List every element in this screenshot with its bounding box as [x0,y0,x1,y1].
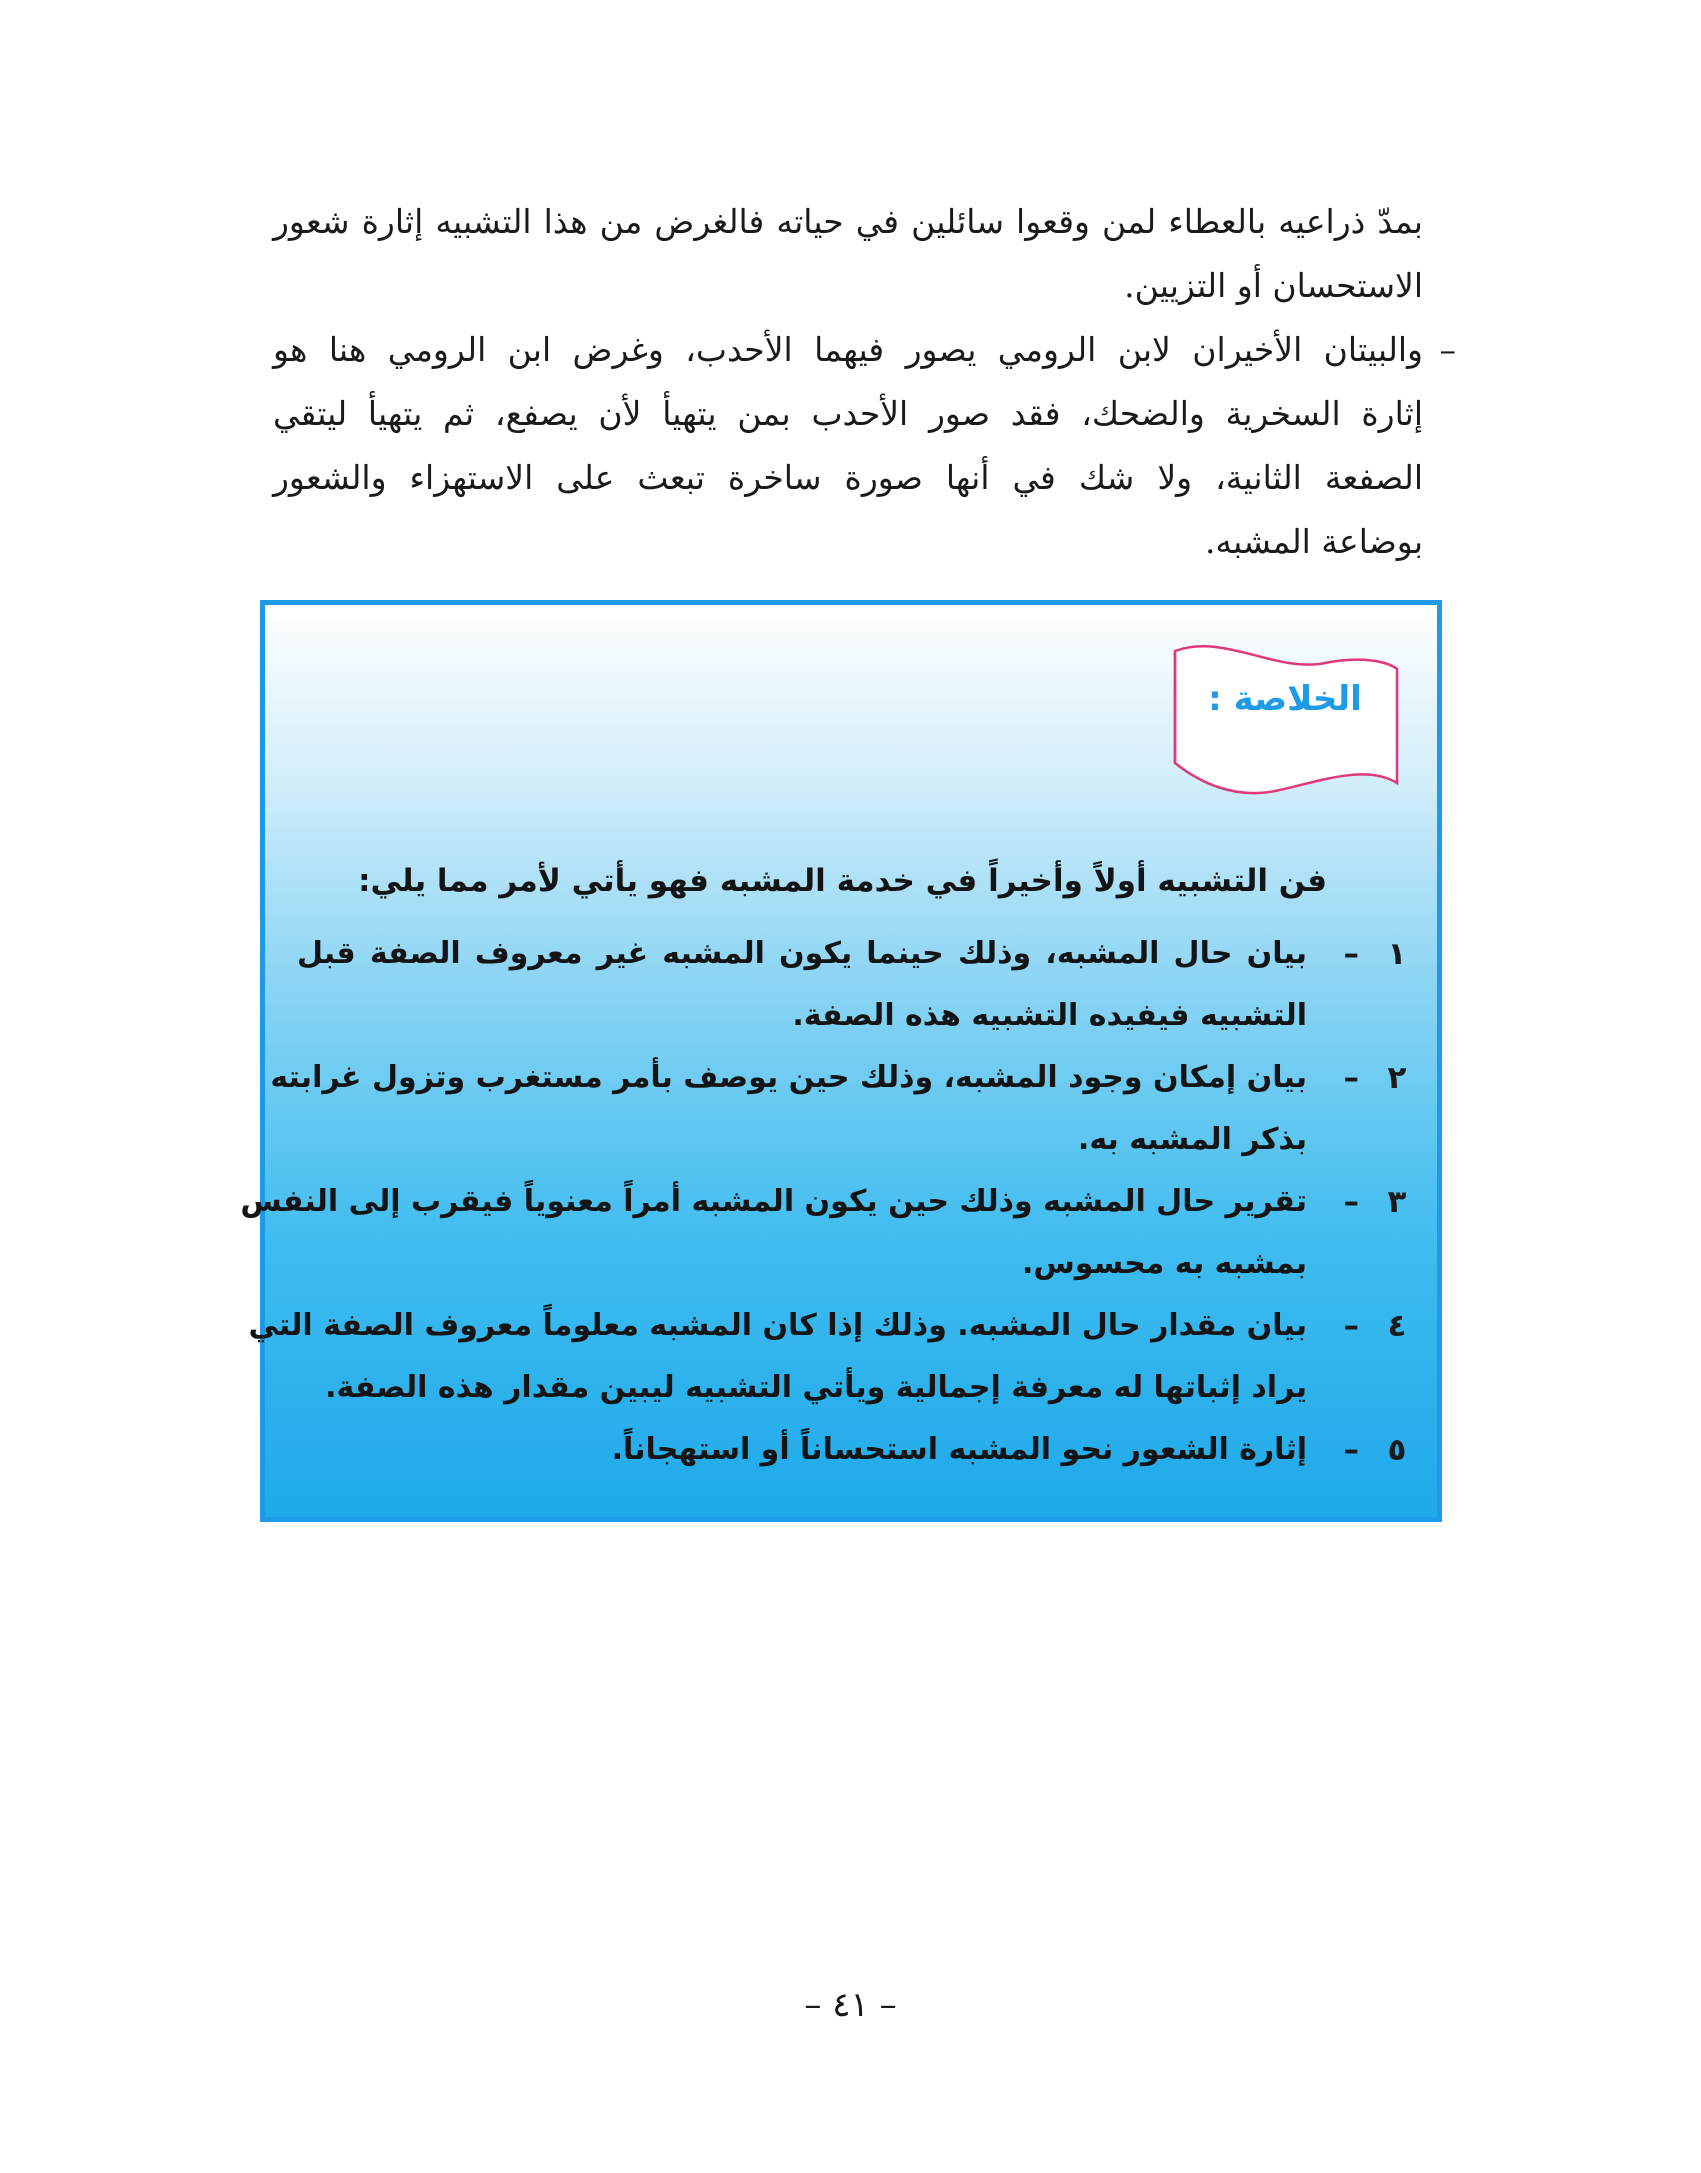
item-line: إثارة الشعور نحو المشبه استحساناً أو استهجاناً. [611,1432,1307,1467]
item-dash: – [1343,1308,1359,1344]
summary-lead: فن التشبيه أولاً وأخيراً في خدمة المشبه فهو يأتي لأمر مما يلي: [358,863,1327,899]
text-line: الاستحسان أو التزيين. [1124,266,1423,305]
item-dash: – [1343,1060,1359,1096]
paragraph-continuation [273,190,1423,318]
summary-box [240,600,1442,1522]
paragraph-ibn-rumi [273,318,1423,574]
item-text [297,1419,1307,1481]
item-number: ٣ [1387,1184,1407,1220]
item-text [248,1295,1307,1419]
item-number: ٢ [1387,1060,1407,1096]
item-number: ٤ [1387,1308,1407,1344]
text-line: بمدّ ذراعيه بالعطاء لمن وقعوا سائلين في حياته فالغرض من هذا التشبيه إثارة شعور [273,202,1423,241]
text-line: والبيتان الأخيران لابن الرومي يصور فيهما الأحدب، وغرض ابن الرومي هنا هو [273,330,1423,369]
item-line: بذكر المشبه به. [1077,1122,1307,1157]
item-dash: – [1343,1432,1359,1468]
item-dash: – [1343,936,1359,972]
bullet-dash: – [1439,330,1456,369]
item-number: ٥ [1387,1432,1407,1468]
item-number: ١ [1387,936,1407,972]
item-line: بيان مقدار حال المشبه. وذلك إذا كان المشبه معلوماً معروف الصفة التي [248,1308,1307,1343]
item-line: تقرير حال المشبه وذلك حين يكون المشبه أمراً معنوياً فيقرب إلى النفس [240,1184,1307,1219]
item-text [297,923,1307,1047]
item-dash: – [1343,1184,1359,1220]
item-text [270,1047,1307,1171]
summary-title: الخلاصة : [1208,679,1362,719]
text-line: إثارة السخرية والضحك، فقد صور الأحدب بمن يتهيأ لأن يصفع، ثم يتهيأ ليتقي [273,394,1423,433]
text-line: الصفعة الثانية، ولا شك في أنها صورة ساخرة تبعث على الاستهزاء والشعور [273,458,1423,497]
item-line: بيان حال المشبه، وذلك حينما يكون المشبه غير معروف الصفة قبل [297,936,1307,971]
page-number: – ٤١ – [804,1985,897,2025]
item-line: التشبيه فيفيده التشبيه هذه الصفة. [792,998,1307,1033]
text-line: بوضاعة المشبه. [1204,522,1423,561]
item-text [240,1171,1307,1295]
item-line: بمشبه به محسوس. [1021,1246,1307,1281]
item-line: يراد إثباتها له معرفة إجمالية ويأتي التشبيه ليبين مقدار هذه الصفة. [325,1370,1307,1405]
item-line: بيان إمكان وجود المشبه، وذلك حين يوصف بأمر مستغرب وتزول غرابته [270,1060,1307,1095]
